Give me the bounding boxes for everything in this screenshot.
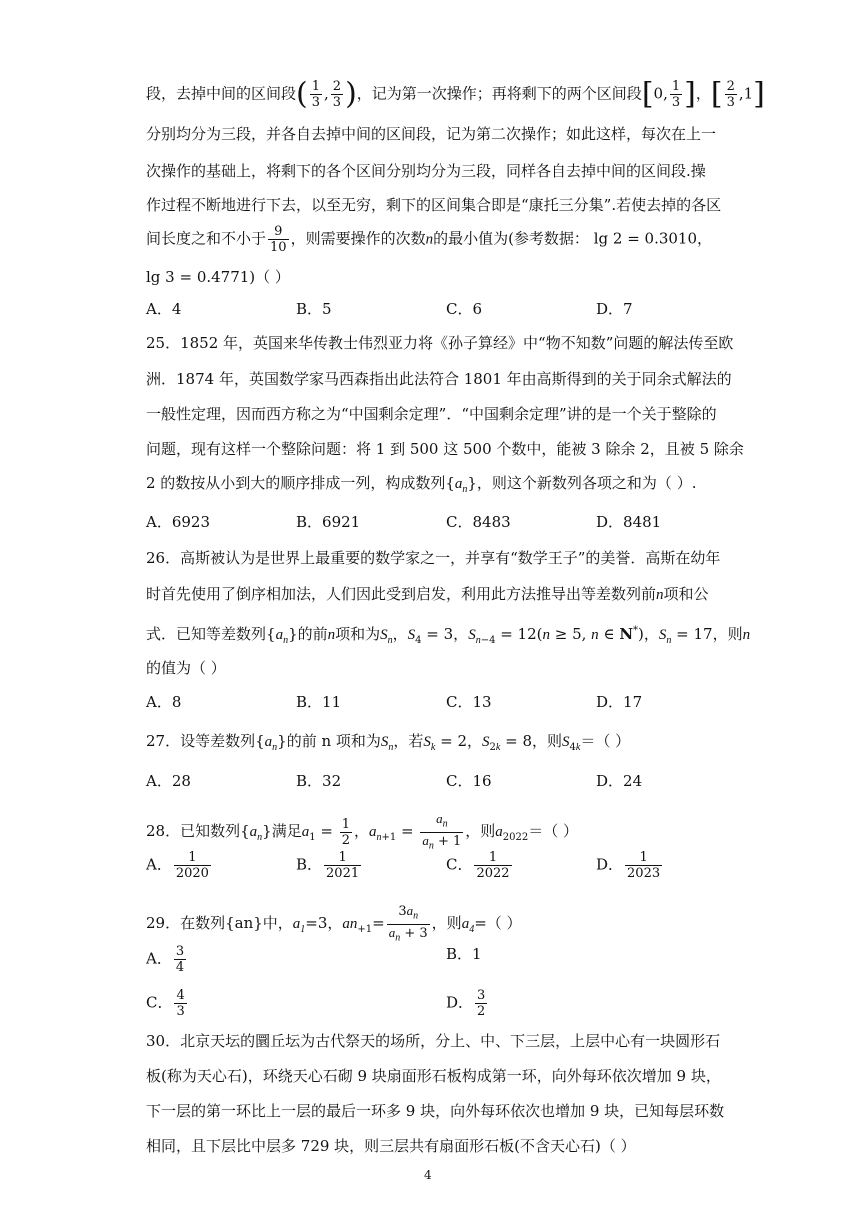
q27-option-a[interactable]: A．28 [146, 772, 191, 790]
q24-line-3: 次操作的基础上，将剩下的各个区间分别均分为三段，同样各自去掉中间的区间段.操 [146, 162, 706, 180]
q24-line-1: 段，去掉中间的区间段( $\frac{1}{3}$ , $\frac{2}{3}$ )，记为第一次操作；再将剩下的两个区间段[0, $\frac{1}{3}$ ]，[ $\frac{2}{3}$ ,1] [146, 76, 765, 112]
q24-line-5: 间长度之和不小于 $\frac{9}{10}$ ，则需要操作的次数n的最小值为(参考数据： lg 2 = 0.3010， [146, 224, 713, 255]
q28-option-a[interactable]: A． $\frac{1}{2020}$ [146, 850, 209, 881]
q27-line-1: 27．设等差数列$\{a_n\}$的前 n 项和为$S_n$，若$S_k = 2$，$S_{2k} = 8$，则$S_{4k}=$（ ） [146, 732, 631, 753]
q29-option-a[interactable]: A． $\frac{3}{4}$ [146, 944, 185, 975]
q29-line-1: 29．在数列{an}中，$a_1=3$，$an_{+1}=$ $\frac{3a_n}{a_n + 3}$ ，则$a_4=$（ ） [146, 903, 522, 944]
q24-option-a[interactable]: A．4 [146, 300, 182, 318]
q26-option-b[interactable]: B．11 [296, 693, 342, 711]
q25-line-3: 一般性定理，因而西方称之为“中国剩余定理”．“中国剩余定理”讲的是一个关于整除的 [146, 405, 717, 423]
q28-line-1: 28．已知数列$\{a_n\}$满足$a_1$ = $\frac{1}{2}$ ，$a_{n+1}$ = $\frac{a_n}{a_n + 1}$ ，则$a_{2022}=$（ ） [146, 811, 579, 852]
q29-option-c[interactable]: C． $\frac{4}{3}$ [146, 988, 185, 1019]
q27-option-c[interactable]: C．16 [446, 772, 492, 790]
q28-option-b[interactable]: B． $\frac{1}{2021}$ [296, 850, 360, 881]
q26-line-1: 26．高斯被认为是世界上最重要的数学家之一，并享有“数学王子”的美誉．高斯在幼年 [146, 549, 721, 567]
q27-option-b[interactable]: B．32 [296, 772, 342, 790]
q25-option-d[interactable]: D．8481 [596, 513, 662, 531]
q24-line-6: lg 3 = 0.4771)（ ） [146, 268, 290, 286]
q25-line-1: 25．1852 年，英国来华传教士伟烈亚力将《孙子算经》中“物不知数”问题的解法传至欧 [146, 334, 734, 352]
q26-option-d[interactable]: D．17 [596, 693, 643, 711]
page-number: 4 [424, 1168, 432, 1182]
q30-line-4: 相同，且下层比中层多 729 块，则三层共有扇面形石板(不含天心石)（ ） [146, 1137, 636, 1155]
q25-option-b[interactable]: B．6921 [296, 513, 361, 531]
q25-line-4: 问题，现有这样一个整除问题：将 1 到 500 这 500 个数中，能被 3 除余 2，且被 5 除余 [146, 440, 744, 458]
q26-line-4: 的值为（ ） [146, 659, 226, 677]
q30-line-1: 30．北京天坛的圜丘坛为古代祭天的场所，分上、中、下三层，上层中心有一块圆形石 [146, 1032, 721, 1050]
q24-line-4: 作过程不断地进行下去，以至无穷，剩下的区间集合即是“康托三分集”.若使去掉的各区 [146, 196, 722, 214]
q26-line-2: 时首先使用了倒序相加法，人们因此受到启发，利用此方法推导出等差数列前n项和公 [146, 585, 709, 603]
q26-option-c[interactable]: C．13 [446, 693, 492, 711]
q25-option-a[interactable]: A．6923 [146, 513, 211, 531]
q30-line-3: 下一层的第一环比上一层的最后一环多 9 块，向外每环依次也增加 9 块，已知每层环数 [146, 1102, 725, 1120]
q24-line-2: 分别均分为三段，并各自去掉中间的区间段，记为第二次操作；如此这样，每次在上一 [146, 125, 717, 143]
q25-line-5: 2 的数按从小到大的顺序排成一列，构成数列$\{a_n\}$，则这个新数列各项之和为（ ）. [146, 474, 697, 495]
q28-option-d[interactable]: D． $\frac{1}{2023}$ [596, 850, 661, 881]
q24-option-d[interactable]: D．7 [596, 300, 633, 318]
q29-option-d[interactable]: D． $\frac{3}{2}$ [446, 988, 486, 1019]
q30-line-2: 板(称为天心石)，环绕天心石砌 9 块扇面形石板构成第一环，向外每环依次增加 9 块， [146, 1067, 721, 1085]
q25-option-c[interactable]: C．8483 [446, 513, 511, 531]
q25-line-2: 洲．1874 年，英国数学家马西森指出此法符合 1801 年由高斯得到的关于同余式解法的 [146, 370, 732, 388]
q28-option-c[interactable]: C． $\frac{1}{2022}$ [446, 850, 510, 881]
q24-option-c[interactable]: C．6 [446, 300, 483, 318]
q26-option-a[interactable]: A．8 [146, 693, 182, 711]
q24-option-b[interactable]: B．5 [296, 300, 332, 318]
q29-option-b[interactable]: B．1 [446, 945, 482, 963]
q26-line-3: 式．已知等差数列$\{a_n\}$的前n项和为$S_n$，$S_4 = 3$，$S_{n-4} = 12(n \ge 5$, n ∈ N*)，$S_n = 17$，则n [146, 625, 751, 646]
q27-option-d[interactable]: D．24 [596, 772, 643, 790]
